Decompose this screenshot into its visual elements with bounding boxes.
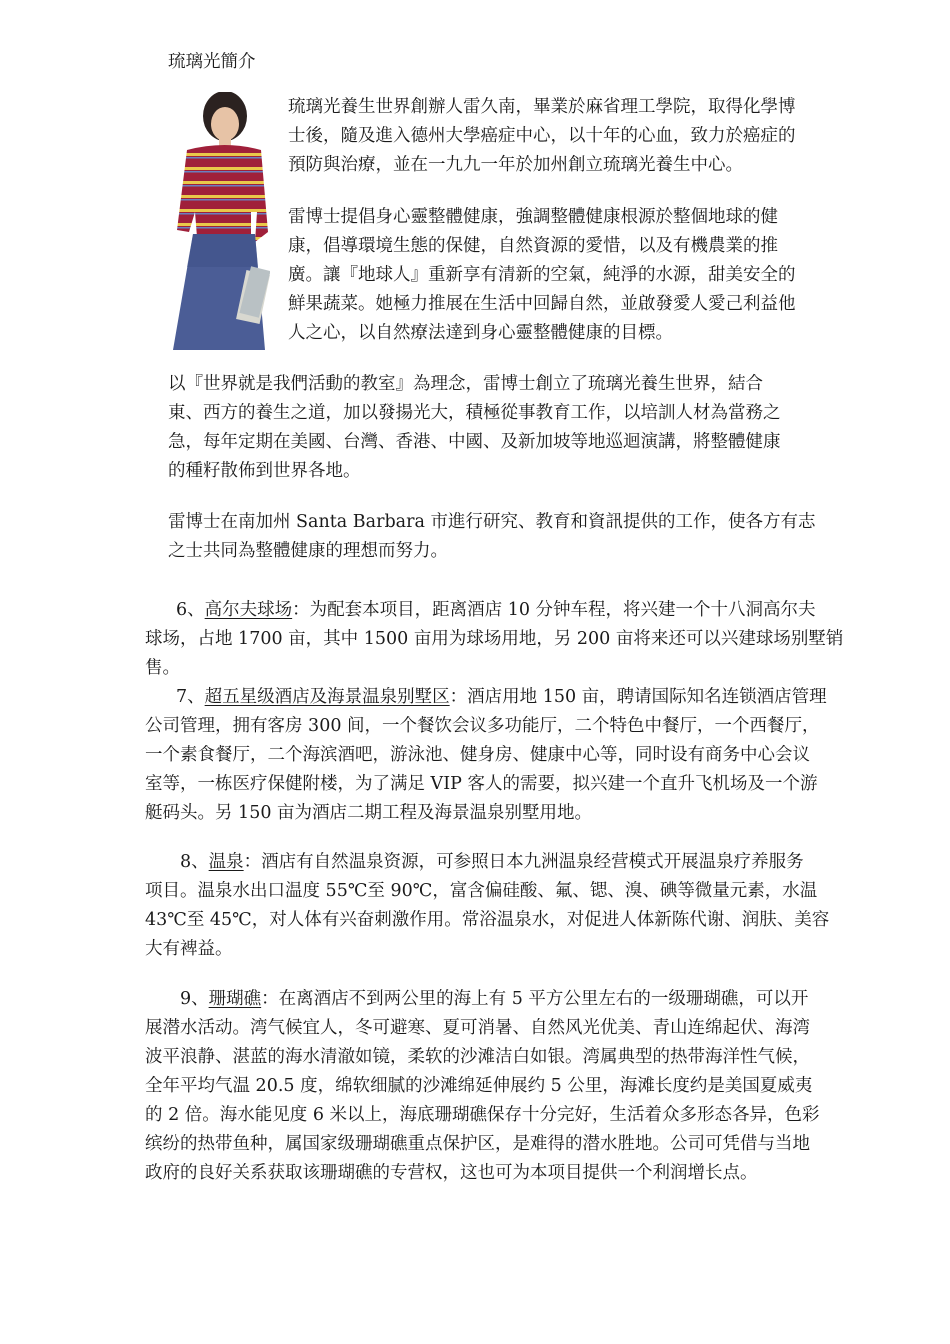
item9-text: ：在离酒店不到两公里的海上有 5 平方公里左右的一级珊瑚礁，可以开 xyxy=(261,989,809,1009)
intro-para3-line1: 以『世界就是我們活動的教室』為理念，雷博士創立了琉璃光養生世界，結合 xyxy=(168,374,763,394)
page-title: 琉璃光簡介 xyxy=(168,52,256,72)
item9-line1 xyxy=(180,985,808,1014)
item7-line1 xyxy=(176,683,827,712)
item8-line3: 43℃至 45℃，对人体有兴奋刺激作用。常浴温泉水，对促进人体新陈代谢、润肤、美容 xyxy=(145,910,830,930)
intro-para4-line1: 雷博士在南加州 Santa Barbara 市進行研究、教育和資訊提供的工作，使各方有志 xyxy=(168,512,816,532)
intro-para2-line4: 鮮果蔬菜。她極力推展在生活中回歸自然，並啟發愛人愛己利益他 xyxy=(288,294,796,314)
intro-para2-line3: 廣。讓『地球人』重新享有清新的空氣，純淨的水源，甜美安全的 xyxy=(288,265,796,285)
intro-para2-line2: 康，倡導環境生態的保健，自然資源的愛惜，以及有機農業的推 xyxy=(288,236,778,256)
intro-para2-line1: 雷博士提倡身心靈整體健康，強調整體健康根源於整個地球的健 xyxy=(288,207,778,227)
item8-line1 xyxy=(180,848,804,877)
item9-number: 9、 xyxy=(180,989,209,1009)
intro-para3-line3: 急，每年定期在美國、台灣、香港、中國、及新加坡等地巡迴演講，將整體健康 xyxy=(168,432,781,452)
item7-line4: 室等，一栋医疗保健附楼，为了满足 VIP 客人的需要，拟兴建一个直升飞机场及一个游 xyxy=(145,774,818,794)
item6-line1 xyxy=(176,596,816,625)
item9-heading: 珊瑚礁 xyxy=(208,989,262,1009)
item9-line2: 展潜水活动。湾气候宜人，冬可避寒、夏可消暑、自然风光优美、青山连绵起伏、海湾 xyxy=(145,1018,810,1038)
intro-para1-line3: 預防與治療，並在一九九一年於加州創立琉璃光養生中心。 xyxy=(288,155,743,175)
intro-para2-line5: 人之心，以自然療法達到身心靈整體健康的目標。 xyxy=(288,323,673,343)
item6-line2: 球场，占地 1700 亩，其中 1500 亩用为球场用地，另 200 亩将来还可以兴建球场别墅销 xyxy=(145,629,844,649)
item6-line3: 售。 xyxy=(145,658,180,678)
item6-number: 6、 xyxy=(176,600,205,620)
item7-text: ：酒店用地 150 亩，聘请国际知名连锁酒店管理 xyxy=(449,687,827,707)
intro-para4-line2: 之士共同為整體健康的理想而努力。 xyxy=(168,541,448,561)
intro-para3-line2: 東、西方的養生之道，加以發揚光大，積極從事教育工作，以培訓人材為當務之 xyxy=(168,403,781,423)
intro-para1-line2: 士後，隨及進入德州大學癌症中心，以十年的心血，致力於癌症的 xyxy=(288,126,796,146)
item7-line5: 艇码头。另 150 亩为酒店二期工程及海景温泉别墅用地。 xyxy=(145,803,593,823)
item7-heading: 超五星级酒店及海景温泉别墅区 xyxy=(204,687,450,707)
item8-heading: 温泉 xyxy=(208,852,244,872)
item9-line6: 缤纷的热带鱼种，属国家级珊瑚礁重点保护区，是难得的潜水胜地。公司可凭借与当地 xyxy=(145,1134,810,1154)
portrait-photo xyxy=(165,92,270,354)
item9-line4: 全年平均气温 20.5 度，绵软细腻的沙滩绵延伸展约 5 公里，海滩长度约是美国夏威夷 xyxy=(145,1076,813,1096)
item6-text: ：为配套本项目，距离酒店 10 分钟车程，将兴建一个十八洞高尔夫 xyxy=(292,600,816,620)
item9-line3: 波平浪静、湛蓝的海水清澈如镜，柔软的沙滩洁白如银。湾属典型的热带海洋性气候， xyxy=(145,1047,810,1067)
item7-line3: 一个素食餐厅，二个海滨酒吧，游泳池、健身房、健康中心等，同时设有商务中心会议 xyxy=(145,745,810,765)
item9-line7: 政府的良好关系获取该珊瑚礁的专营权，这也可为本项目提供一个利润增长点。 xyxy=(145,1163,758,1183)
intro-para1-line1: 琉璃光養生世界創辦人雷久南，畢業於麻省理工學院，取得化學博 xyxy=(288,97,796,117)
intro-para3-line4: 的種籽散佈到世界各地。 xyxy=(168,461,361,481)
item7-number: 7、 xyxy=(176,687,205,707)
item9-line5: 的 2 倍。海水能见度 6 米以上，海底珊瑚礁保存十分完好，生活着众多形态各异，色彩 xyxy=(145,1105,820,1125)
item8-line2: 项目。温泉水出口温度 55℃至 90℃，富含偏硅酸、氟、锶、溴、碘等微量元素，水温 xyxy=(145,881,818,901)
item8-text: ：酒店有自然温泉资源，可参照日本九洲温泉经营模式开展温泉疗养服务 xyxy=(243,852,804,872)
item6-heading: 高尔夫球场 xyxy=(204,600,293,620)
item8-number: 8、 xyxy=(180,852,209,872)
item7-line2: 公司管理，拥有客房 300 间，一个餐饮会议多功能厅，二个特色中餐厅，一个西餐厅， xyxy=(145,716,820,736)
item8-line4: 大有裨益。 xyxy=(145,939,233,959)
